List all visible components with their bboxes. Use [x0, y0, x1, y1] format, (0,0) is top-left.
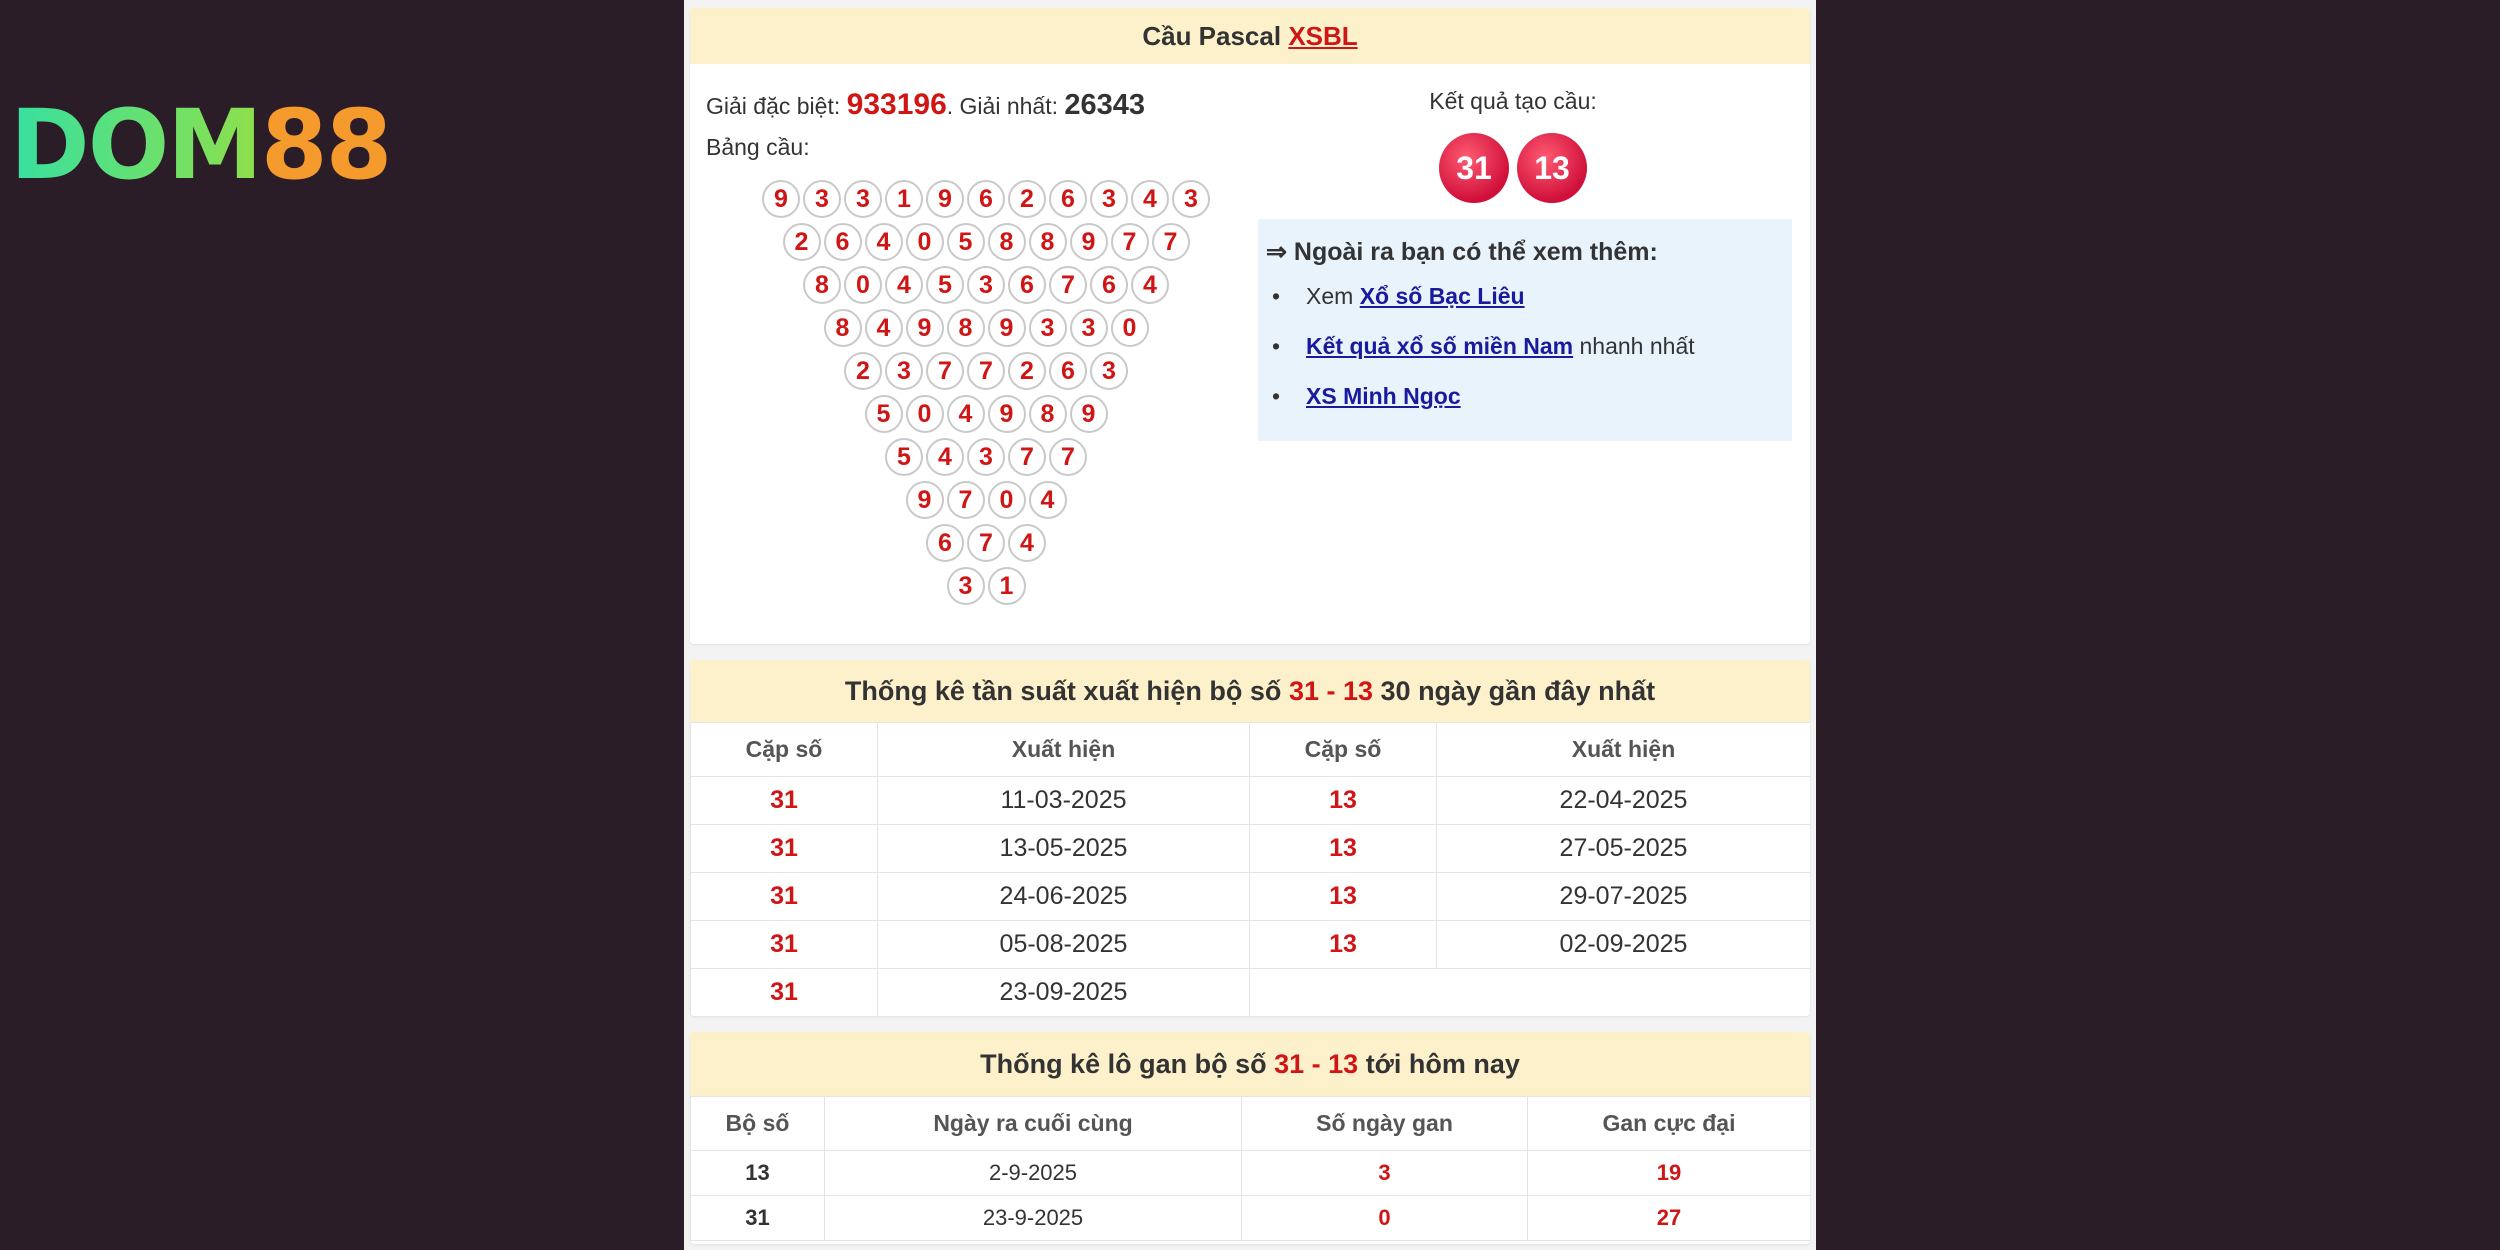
more-links-list — [1266, 281, 1784, 431]
triangle-digit: 6 — [967, 180, 1005, 218]
triangle-row — [706, 223, 1266, 266]
triangle-digit: 7 — [967, 524, 1005, 562]
list-item — [1266, 331, 1784, 381]
triangle-digit: 9 — [1070, 395, 1108, 433]
link-suffix: nhanh nhất — [1573, 333, 1695, 359]
date-cell: 11-03-2025 — [878, 777, 1250, 825]
frequency-title-prefix: Thống kê tần suất xuất hiện bộ số — [844, 676, 1282, 706]
pascal-right-column — [1258, 88, 1792, 441]
lo-gan-title — [690, 1032, 1810, 1096]
xsbl-link[interactable]: XSBL — [1288, 21, 1358, 51]
triangle-digit: 7 — [1111, 223, 1149, 261]
triangle-digit: 7 — [1049, 438, 1087, 476]
triangle-digit: 3 — [885, 352, 923, 390]
gn-label: . Giải nhất: — [946, 93, 1058, 119]
triangle-row — [706, 524, 1266, 567]
table-row — [691, 969, 1811, 1017]
triangle-digit: 6 — [1008, 266, 1046, 304]
pair-cell: 31 — [691, 873, 878, 921]
table-row — [691, 825, 1811, 873]
pascal-card — [690, 8, 1810, 644]
triangle-digit: 3 — [947, 567, 985, 605]
triangle-digit: 6 — [1049, 180, 1087, 218]
pascal-card-title — [690, 8, 1810, 64]
triangle-digit: 7 — [1049, 266, 1087, 304]
triangle-digit: 4 — [1029, 481, 1067, 519]
triangle-digit: 7 — [926, 352, 964, 390]
triangle-row — [706, 395, 1266, 438]
column-header: Cặp số — [1250, 723, 1437, 777]
triangle-row — [706, 438, 1266, 481]
pair-cell: 31 — [691, 825, 878, 873]
lo-gan-title-prefix: Thống kê lô gan bộ số — [980, 1049, 1267, 1079]
triangle-digit: 9 — [926, 180, 964, 218]
date-cell: 02-09-2025 — [1437, 921, 1811, 969]
gdb-label: Giải đặc biệt: — [706, 93, 841, 119]
triangle-digit: 4 — [1131, 266, 1169, 304]
content-panel — [684, 0, 1816, 1250]
pascal-triangle — [706, 180, 1266, 610]
triangle-digit: 3 — [967, 438, 1005, 476]
triangle-digit: 4 — [1008, 524, 1046, 562]
frequency-table — [690, 722, 1810, 1016]
triangle-digit: 2 — [844, 352, 882, 390]
triangle-digit: 8 — [1029, 395, 1067, 433]
triangle-row — [706, 567, 1266, 610]
frequency-title-suffix: 30 ngày gần đây nhất — [1380, 676, 1656, 706]
gdb-value: 933196 — [846, 88, 947, 121]
last-date-cell: 23-9-2025 — [825, 1196, 1242, 1241]
result-ball: 13 — [1517, 133, 1587, 203]
triangle-digit: 6 — [926, 524, 964, 562]
triangle-row — [706, 266, 1266, 309]
result-ball: 31 — [1439, 133, 1509, 203]
triangle-digit: 4 — [885, 266, 923, 304]
frequency-title-pair: 31 - 13 — [1288, 676, 1374, 706]
xo-so-bac-lieu-link[interactable]: Xổ số Bạc Liêu — [1359, 283, 1525, 309]
triangle-digit: 0 — [988, 481, 1026, 519]
triangle-digit: 2 — [1008, 180, 1046, 218]
date-cell: 29-07-2025 — [1437, 873, 1811, 921]
triangle-digit: 6 — [1090, 266, 1128, 304]
triangle-digit: 6 — [824, 223, 862, 261]
more-links-box — [1258, 219, 1792, 441]
triangle-digit: 5 — [947, 223, 985, 261]
triangle-digit: 9 — [1070, 223, 1108, 261]
max-gan-cell: 19 — [1528, 1151, 1811, 1196]
triangle-digit: 3 — [1070, 309, 1108, 347]
column-header: Xuất hiện — [1437, 723, 1811, 777]
lo-gan-card — [690, 1032, 1810, 1244]
triangle-digit: 8 — [824, 309, 862, 347]
date-cell: 24-06-2025 — [878, 873, 1250, 921]
table-header-row — [691, 1097, 1811, 1151]
triangle-digit: 0 — [1111, 309, 1149, 347]
triangle-digit: 4 — [865, 223, 903, 261]
date-cell: 22-04-2025 — [1437, 777, 1811, 825]
lo-gan-title-suffix: tới hôm nay — [1365, 1049, 1520, 1079]
triangle-digit: 0 — [906, 395, 944, 433]
triangle-digit: 7 — [1008, 438, 1046, 476]
triangle-row — [706, 309, 1266, 352]
triangle-digit: 1 — [988, 567, 1026, 605]
table-row — [691, 1151, 1811, 1196]
pair-cell: 13 — [1250, 873, 1437, 921]
triangle-digit: 7 — [947, 481, 985, 519]
pascal-title-text: Cầu Pascal — [1142, 21, 1282, 51]
column-header: Xuất hiện — [878, 723, 1250, 777]
more-title: ⇒ Ngoài ra bạn có thể xem thêm: — [1266, 238, 1658, 266]
table-header-row — [691, 723, 1811, 777]
gan-days-cell: 3 — [1242, 1151, 1528, 1196]
pascal-left-column — [706, 88, 1266, 161]
triangle-digit: 9 — [906, 481, 944, 519]
triangle-digit: 1 — [885, 180, 923, 218]
pair-cell: 13 — [1250, 777, 1437, 825]
column-header: Số ngày gan — [1242, 1097, 1528, 1151]
triangle-digit: 0 — [906, 223, 944, 261]
triangle-digit: 3 — [1172, 180, 1210, 218]
pair-cell — [1250, 969, 1437, 1017]
date-cell: 05-08-2025 — [878, 921, 1250, 969]
list-item — [1266, 381, 1784, 431]
triangle-digit: 8 — [1029, 223, 1067, 261]
triangle-digit: 0 — [844, 266, 882, 304]
dom88-logo[interactable] — [10, 89, 391, 201]
pair-cell: 13 — [1250, 921, 1437, 969]
lo-gan-table — [690, 1096, 1810, 1241]
pair-cell: 13 — [1250, 825, 1437, 873]
column-header: Bộ số — [691, 1097, 825, 1151]
list-item — [1266, 281, 1784, 331]
triangle-digit: 9 — [762, 180, 800, 218]
result-label: Kết quả tạo cầu: — [1429, 88, 1597, 114]
triangle-row — [706, 481, 1266, 524]
max-gan-cell: 27 — [1528, 1196, 1811, 1241]
date-cell: 23-09-2025 — [878, 969, 1250, 1017]
prize-line — [706, 88, 1266, 122]
bo-so-cell: 13 — [691, 1151, 825, 1196]
triangle-digit: 5 — [865, 395, 903, 433]
column-header: Ngày ra cuối cùng — [825, 1097, 1242, 1151]
triangle-digit: 8 — [947, 309, 985, 347]
last-date-cell: 2-9-2025 — [825, 1151, 1242, 1196]
triangle-digit: 4 — [1131, 180, 1169, 218]
bang-cau-label: Bảng cầu: — [706, 134, 810, 160]
triangle-digit: 2 — [783, 223, 821, 261]
triangle-digit: 7 — [1152, 223, 1190, 261]
triangle-digit: 4 — [865, 309, 903, 347]
table-row — [691, 777, 1811, 825]
table-row — [691, 1196, 1811, 1241]
triangle-digit: 7 — [967, 352, 1005, 390]
gan-days-cell: 0 — [1242, 1196, 1528, 1241]
triangle-digit: 3 — [967, 266, 1005, 304]
triangle-digit: 9 — [906, 309, 944, 347]
triangle-digit: 9 — [988, 309, 1026, 347]
column-header: Cặp số — [691, 723, 878, 777]
triangle-digit: 8 — [803, 266, 841, 304]
pair-cell: 31 — [691, 969, 878, 1017]
triangle-digit: 3 — [803, 180, 841, 218]
triangle-digit: 3 — [844, 180, 882, 218]
lo-gan-title-pair: 31 - 13 — [1274, 1049, 1359, 1079]
triangle-digit: 8 — [988, 223, 1026, 261]
frequency-card — [690, 660, 1810, 1016]
result-balls — [1258, 133, 1792, 203]
triangle-row — [706, 180, 1266, 223]
pair-cell: 31 — [691, 921, 878, 969]
date-cell — [1437, 969, 1811, 1017]
triangle-digit: 5 — [926, 266, 964, 304]
triangle-digit: 6 — [1049, 352, 1087, 390]
logo-text-dom: DOM — [10, 89, 261, 201]
xs-minh-ngoc-link[interactable]: XS Minh Ngọc — [1306, 383, 1461, 409]
table-row — [691, 873, 1811, 921]
table-row — [691, 921, 1811, 969]
triangle-digit: 3 — [1090, 180, 1128, 218]
date-cell: 27-05-2025 — [1437, 825, 1811, 873]
bo-so-cell: 31 — [691, 1196, 825, 1241]
link-prefix: Xem — [1306, 283, 1360, 309]
column-header: Gan cực đại — [1528, 1097, 1811, 1151]
triangle-digit: 4 — [947, 395, 985, 433]
triangle-digit: 4 — [926, 438, 964, 476]
logo-text-88: 88 — [260, 89, 391, 201]
kq-xo-so-mien-nam-link[interactable]: Kết quả xổ số miền Nam — [1306, 333, 1574, 359]
pair-cell: 31 — [691, 777, 878, 825]
triangle-digit: 3 — [1029, 309, 1067, 347]
frequency-title — [690, 660, 1810, 722]
gn-value: 26343 — [1064, 89, 1146, 121]
triangle-row — [706, 352, 1266, 395]
triangle-digit: 2 — [1008, 352, 1046, 390]
date-cell: 13-05-2025 — [878, 825, 1250, 873]
triangle-digit: 5 — [885, 438, 923, 476]
triangle-digit: 9 — [988, 395, 1026, 433]
triangle-digit: 3 — [1090, 352, 1128, 390]
